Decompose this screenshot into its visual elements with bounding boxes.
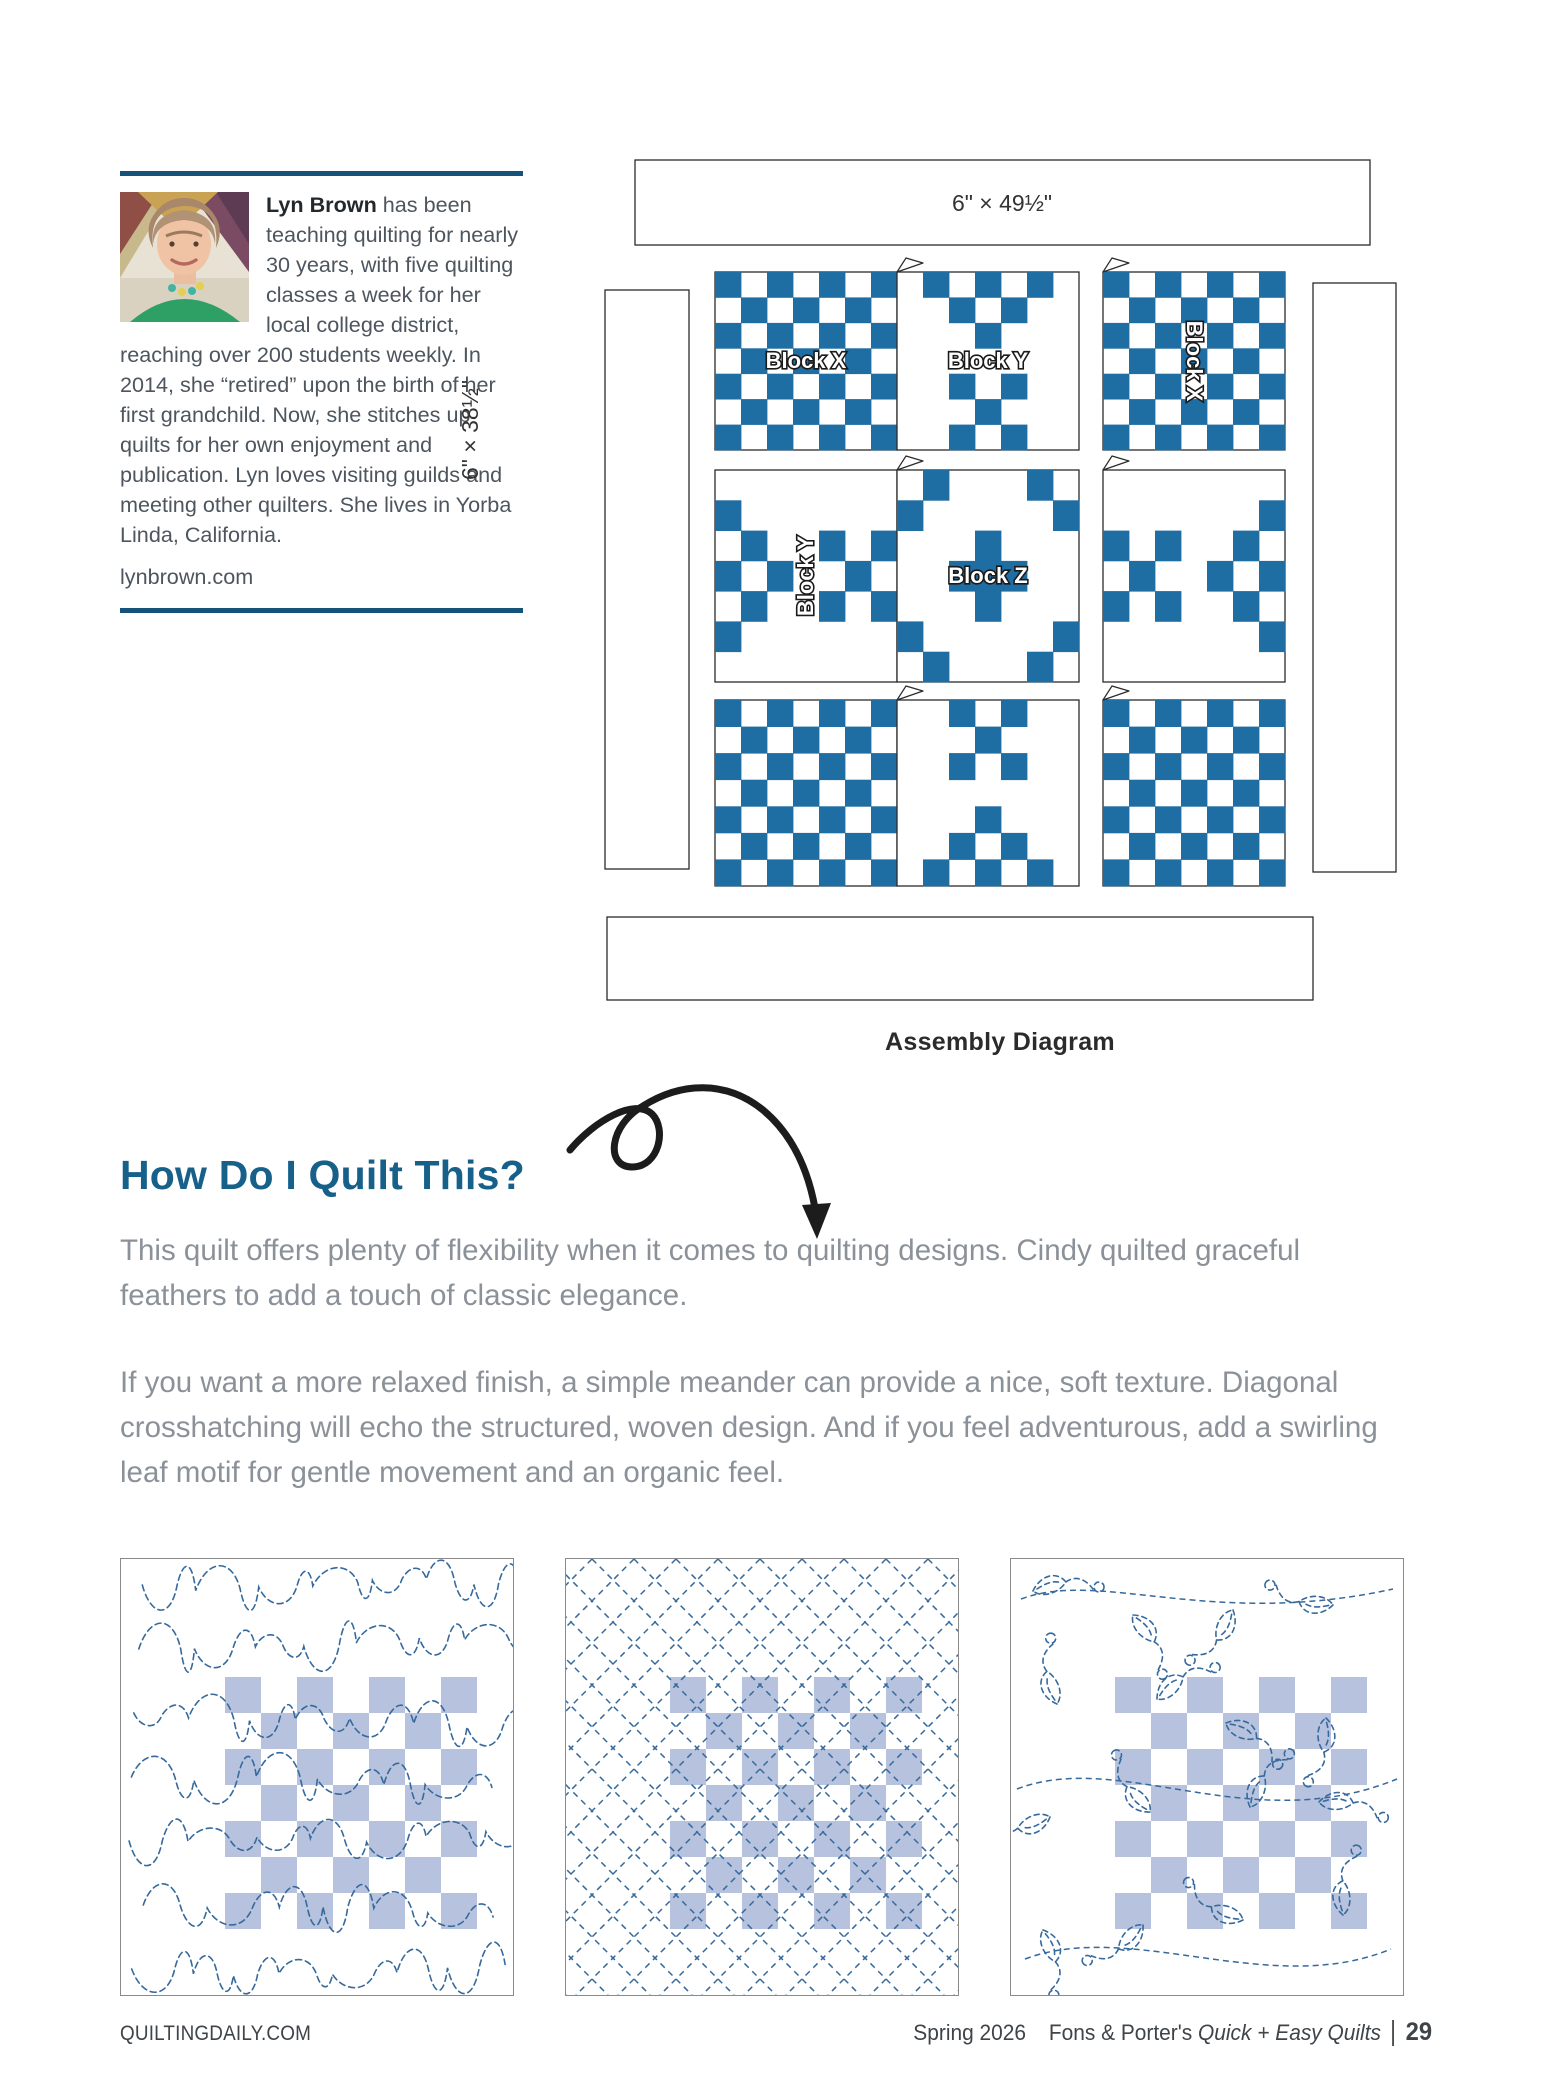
svg-text:6" × 38½": 6" × 38½"	[457, 379, 483, 481]
section-heading: How Do I Quilt This?	[120, 1152, 525, 1198]
panel-leaf-vine	[1010, 1558, 1404, 1996]
bio-body: has been teaching quilting for nearly 30 years, with five quilting classes a week for her local college district, reaching over 200 students weekly. In 2014, she “retired” upon the birth of her first grandchild. Now, she stitches up quilts for her own enjoyment and publication. Lyn loves visiting guilds and meeting other quilters. She lives in Yorba Linda, California.	[120, 192, 519, 547]
footer-magazine: Quick + Easy Quilts	[1197, 2019, 1381, 2045]
footer-publisher: Fons & Porter's	[1048, 2019, 1193, 2045]
footer-issue	[913, 2018, 1432, 2047]
howto-paragraph-1: This quilt offers plenty of flexibility when it comes to quilting designs. Cindy quilted graceful feathers to add a touch of classic elegance.	[120, 1234, 1301, 1312]
footer-page-number: 29	[1405, 2018, 1432, 2046]
svg-text:6" × 49½": 6" × 49½"	[951, 190, 1053, 216]
author-name: Lyn Brown	[266, 192, 377, 217]
footer-season: Spring 2026	[913, 2019, 1026, 2045]
svg-text:Block Z: Block Z	[948, 563, 1028, 588]
author-photo	[120, 192, 249, 322]
assembly-diagram	[450, 120, 1410, 1040]
assembly-diagram-caption: Assembly Diagram	[885, 1028, 1115, 1056]
howto-paragraph-2: If you want a more relaxed finish, a simple meander can provide a nice, soft texture. Diagonal crosshatching will echo the structured, woven design. And if you feel adventurous, add a swirling leaf motif for gentle movement and an organic feel.	[120, 1366, 1378, 1489]
footer-divider	[1392, 2020, 1394, 2046]
svg-text:Block Y: Block Y	[793, 535, 818, 617]
footer-site: QUILTINGDAILY.COM	[120, 2022, 312, 2045]
svg-text:Block X: Block X	[1182, 320, 1207, 402]
svg-text:Block X: Block X	[765, 348, 847, 373]
panel-crosshatch	[565, 1558, 959, 1996]
quilting-motif-panels	[120, 1558, 1404, 1996]
author-website: lynbrown.com	[120, 564, 254, 589]
panel-meander	[120, 1558, 514, 1996]
svg-text:Block Y: Block Y	[947, 348, 1029, 373]
